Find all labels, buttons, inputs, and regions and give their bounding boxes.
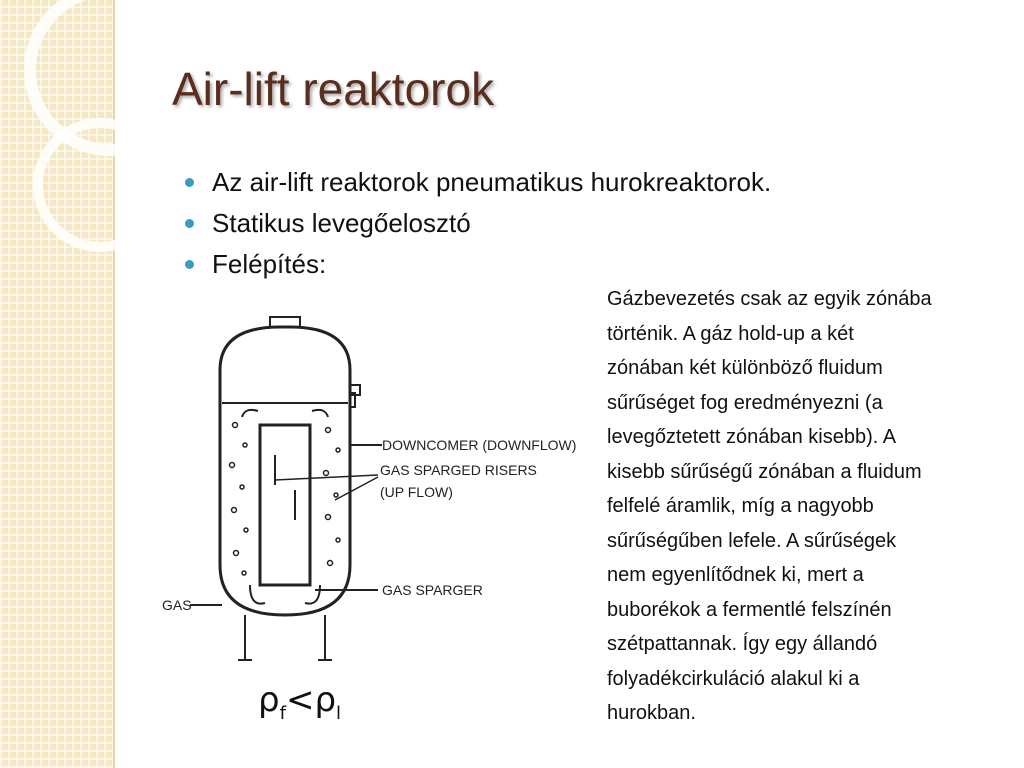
explanation-text: Gázbevezetés csak az egyik zónába történik. A gáz hold-up a két zónában két különböző fluidum sűrűséget fog eredményezni (a levegőztetett zónában kisebb). A kisebb sűrűségű zónában a fluidum felfelé áramlik, míg a nagyobb sűrűségűben lefele. A sűrűségek nem egyenlítődnek ki, mert a buborékok a fermentlé felszínén szétpattannak. Így egy állandó folyadékcirkuláció alakul ki a hurokban. (607, 288, 932, 724)
rho-symbol: ρ (258, 680, 280, 720)
density-formula (258, 680, 341, 724)
bullet-item (182, 203, 771, 244)
label-risers: GAS SPARGED RISERS (380, 462, 537, 478)
slide-title: Air-lift reaktorok (172, 63, 495, 115)
draft-tube (260, 425, 310, 585)
label-downcomer: DOWNCOMER (DOWNFLOW) (382, 437, 577, 453)
bullet-list (182, 162, 771, 285)
subscript-l: l (336, 702, 342, 724)
label-sparger: GAS SPARGER (382, 582, 483, 598)
bullet-dot-icon (185, 219, 194, 228)
bullet-dot-icon (185, 260, 194, 269)
bullet-text: Az air-lift reaktorok pneumatikus hurokreaktorok. (212, 167, 772, 197)
bullet-dot-icon (185, 178, 194, 187)
less-than-operator: < (285, 680, 315, 720)
airlift-reactor-diagram (150, 315, 600, 665)
bullet-text: Statikus levegőelosztó (212, 208, 471, 238)
vessel-shell (220, 327, 350, 615)
rho-symbol: ρ (314, 680, 337, 720)
label-upflow: (UP FLOW) (380, 484, 453, 500)
subscript-f: f (279, 702, 286, 724)
bullet-item (182, 244, 771, 285)
label-gas: GAS (162, 597, 192, 613)
gas-bubbles (230, 423, 341, 576)
decorative-rings (0, 0, 200, 260)
bullet-item (182, 162, 771, 203)
bullet-text: Felépítés: (212, 249, 327, 279)
